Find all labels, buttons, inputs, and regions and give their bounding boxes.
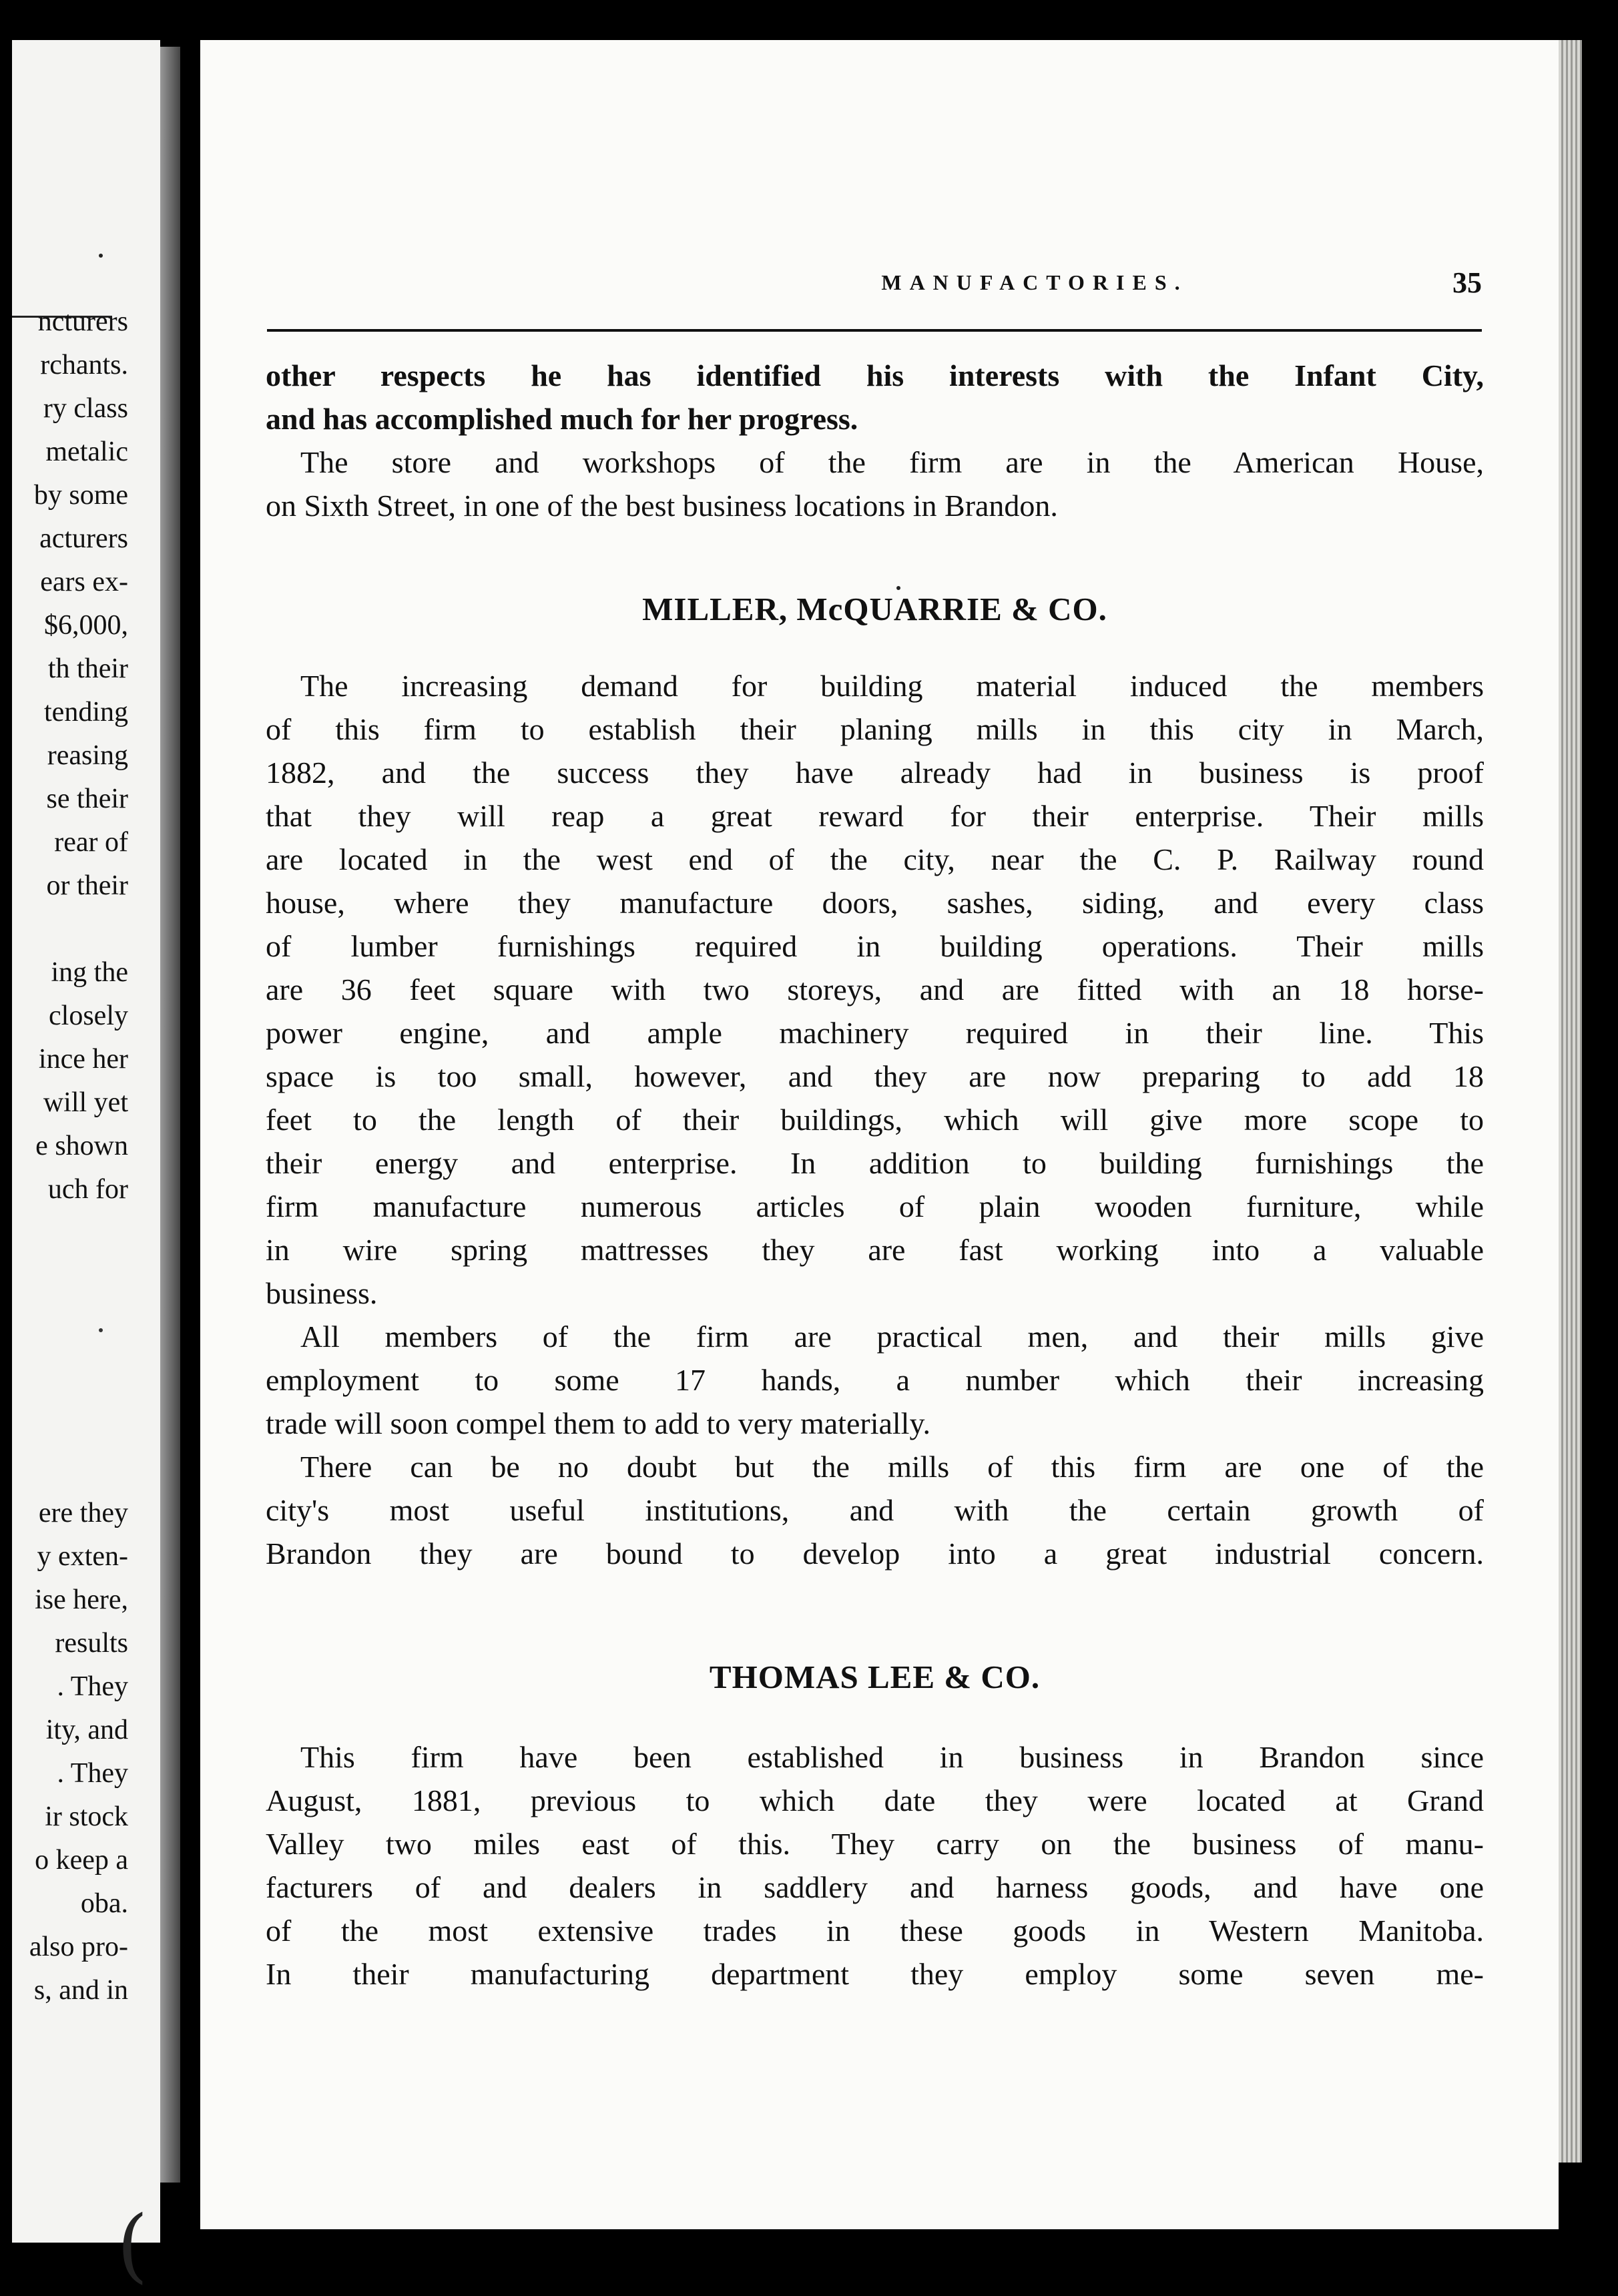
- left-line: metalic: [45, 437, 128, 467]
- text-line: in wire spring mattresses they are fast working into a valuable: [266, 1233, 1484, 1267]
- text-line: All members of the firm are practical men, and their mills give: [300, 1320, 1484, 1354]
- header-rule: [267, 329, 1482, 332]
- left-line: rear of: [54, 827, 128, 858]
- page-edges: [1559, 40, 1582, 2163]
- text-line: city's most useful institutions, and with the certain growth of: [266, 1493, 1484, 1527]
- left-line: e shown: [35, 1131, 128, 1161]
- text-line: house, where they manufacture doors, sashes, siding, and every class: [266, 886, 1484, 920]
- text-line: on Sixth Street, in one of the best business locations in Brandon.: [266, 489, 1058, 523]
- left-line: will yet: [43, 1087, 128, 1118]
- left-line: reasing: [47, 740, 128, 771]
- text-line: This firm have been established in business in Brandon since: [300, 1740, 1484, 1774]
- left-page-dot: [99, 1328, 103, 1332]
- left-line: . They: [57, 1671, 128, 1702]
- miller-paragraph-1: [266, 664, 1484, 1315]
- left-line: y exten-: [37, 1541, 128, 1572]
- text-line: are 36 feet square with two storeys, and are fitted with an 18 horse-: [266, 972, 1484, 1007]
- text-line: employment to some 17 hands, a number which their increasing: [266, 1363, 1484, 1397]
- margin-mark: (: [117, 2199, 148, 2292]
- left-line: $6,000,: [44, 610, 128, 641]
- text-line: trade will soon compel them to add to very materially.: [266, 1406, 930, 1440]
- left-line: o keep a: [35, 1845, 128, 1876]
- text-line: their energy and enterprise. In addition to building furnishings the: [266, 1146, 1484, 1180]
- text-line: power engine, and ample machinery required in their line. This: [266, 1016, 1484, 1050]
- left-line: . They: [57, 1758, 128, 1789]
- left-line: acturers: [39, 523, 128, 554]
- left-page-fragment-group-2: [35, 951, 128, 1211]
- left-line: ir stock: [45, 1801, 128, 1832]
- miller-paragraph-2: [266, 1315, 1484, 1445]
- store-paragraph: [266, 441, 1484, 527]
- left-page-fragment-group-3: [29, 1492, 128, 2012]
- text-line: feet to the length of their buildings, which will give more scope to: [266, 1103, 1484, 1137]
- left-line: tending: [44, 697, 128, 728]
- left-line: closely: [49, 1000, 128, 1031]
- left-line: by some: [33, 480, 128, 511]
- left-line: ears ex-: [40, 567, 128, 597]
- left-line: ity, and: [45, 1715, 128, 1745]
- book-gutter: [160, 47, 180, 2183]
- left-line: or their: [46, 870, 128, 901]
- left-facing-page: [12, 40, 160, 2243]
- left-line: results: [55, 1628, 128, 1659]
- left-line: ry class: [43, 393, 128, 424]
- text-line: business.: [266, 1276, 378, 1310]
- text-line: There can be no doubt but the mills of this firm are one of the: [300, 1450, 1484, 1484]
- miller-paragraph-3: [266, 1445, 1484, 1575]
- text-line: space is too small, however, and they are now preparing to add 18: [266, 1059, 1484, 1093]
- left-line: uch for: [47, 1174, 128, 1205]
- text-line: August, 1881, previous to which date they were located at Grand: [266, 1783, 1484, 1817]
- left-line: th their: [47, 653, 128, 684]
- text-line: Brandon they are bound to develop into a great industrial concern.: [266, 1536, 1484, 1570]
- running-title: MANUFACTORIES.: [881, 270, 1188, 294]
- text-line: of this firm to establish their planing mills in this city in March,: [266, 712, 1484, 746]
- text-line: are located in the west end of the city, near the C. P. Railway round: [266, 842, 1484, 876]
- text-line: Valley two miles east of this. They carry on the business of manu-: [266, 1827, 1484, 1861]
- text-line: The store and workshops of the firm are in the American House,: [300, 445, 1484, 479]
- text-line: other respects he has identified his interests with the Infant City,: [266, 358, 1484, 392]
- left-line: ing the: [51, 957, 128, 988]
- text-line: 1882, and the success they have already had in business is proof: [266, 756, 1484, 790]
- left-line: oba.: [80, 1888, 128, 1919]
- left-line: also pro-: [29, 1932, 128, 1962]
- text-line: of lumber furnishings required in building operations. Their mills: [266, 929, 1484, 963]
- text-line: In their manufacturing department they employ some seven me-: [266, 1957, 1484, 1991]
- text-line: facturers of and dealers in saddlery and harness goods, and have one: [266, 1870, 1484, 1904]
- left-line: rchants.: [40, 350, 128, 380]
- left-line: s, and in: [33, 1975, 128, 2006]
- page-number: 35: [1452, 266, 1482, 299]
- section-heading-thomas-lee: THOMAS LEE & CO.: [709, 1659, 1041, 1695]
- left-line: ince her: [38, 1044, 128, 1075]
- text-line: and has accomplished much for her progress.: [266, 402, 858, 436]
- left-page-fragment-group-1: [34, 300, 128, 908]
- section-heading-miller-mcquarrie: MILLER, McQUARRIE & CO.: [642, 591, 1107, 627]
- book-page: [200, 40, 1559, 2229]
- text-line: that they will reap a great reward for their enterprise. Their mills: [266, 799, 1484, 833]
- left-line: ise here,: [35, 1585, 128, 1615]
- left-line: ncturers: [37, 306, 128, 337]
- page-body: [266, 354, 1484, 1996]
- text-line: firm manufacture numerous articles of plain wooden furniture, while: [266, 1189, 1484, 1223]
- text-line: of the most extensive trades in these goods in Western Manitoba.: [266, 1914, 1484, 1948]
- left-page-dot: [99, 254, 103, 258]
- intro-paragraph: [266, 354, 1484, 441]
- left-line: se their: [46, 784, 128, 814]
- thomas-lee-paragraph-1: [266, 1735, 1484, 1996]
- text-line: The increasing demand for building material induced the members: [300, 669, 1484, 703]
- left-line: ere they: [38, 1498, 128, 1528]
